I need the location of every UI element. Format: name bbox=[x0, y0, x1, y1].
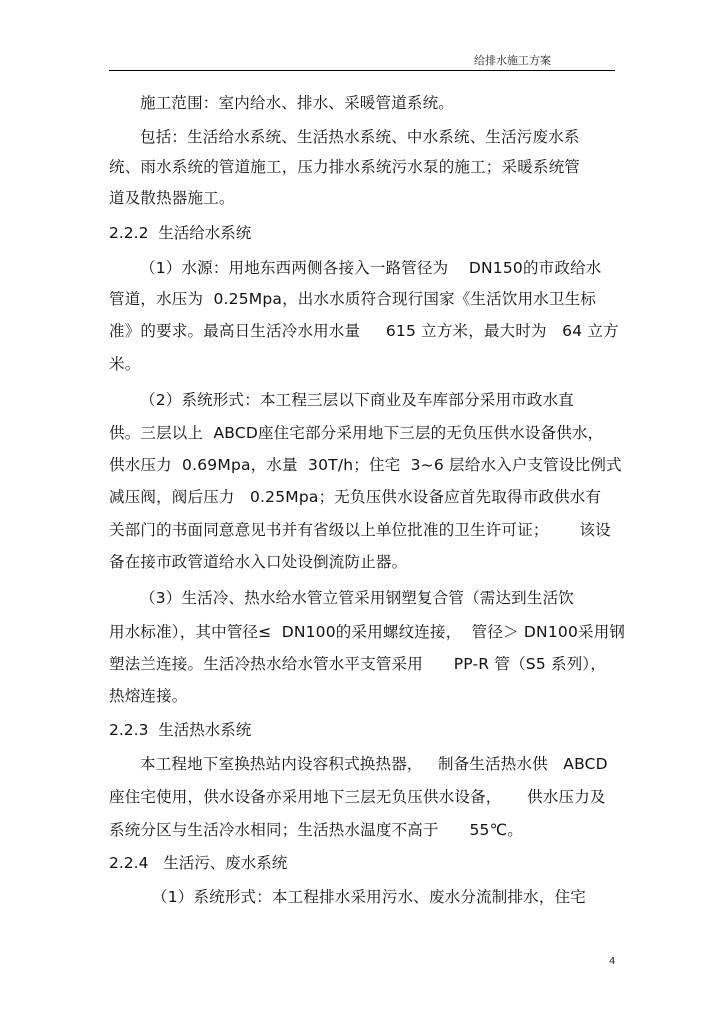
text-line: 座住宅使用，供水设备亦采用地下三层无负压供水设备， 供水压力及 bbox=[109, 788, 606, 806]
text-line: （1）水源：用地东西两侧各接入一路管径为 DN150的市政给水 bbox=[140, 259, 602, 277]
text-line: 道及散热器施工。 bbox=[109, 189, 235, 207]
text-line: 系统分区与生活冷水相同；生活热水温度不高于 55℃。 bbox=[109, 821, 523, 839]
text-line: 关部门的书面同意意见书并有省级以上单位批准的卫生许可证； 该设 bbox=[109, 521, 611, 539]
section-heading-2-2-4: 2.2.4 生活污、废水系统 bbox=[109, 854, 288, 872]
header-title: 给排水施工方案 bbox=[474, 54, 551, 67]
text-line: 供。三层以上 ABCD座住宅部分采用地下三层的无负压供水设备供水， bbox=[109, 424, 604, 442]
text-line: 塑法兰连接。生活冷热水给水管水平支管采用 PP-R 管（S5 系列）， bbox=[109, 655, 607, 673]
section-heading-2-2-3: 2.2.3 生活热水系统 bbox=[109, 721, 252, 739]
page-number: 4 bbox=[609, 956, 616, 967]
text-line: 热熔连接。 bbox=[109, 687, 188, 705]
text-line: 本工程地下室换热站内设容积式换热器， 制备生活热水供 ABCD bbox=[140, 755, 608, 773]
text-line: 管道，水压为 0.25Mpa，出水水质符合现行国家《生活饮用水卫生标 bbox=[109, 290, 597, 308]
text-line: 包括：生活给水系统、生活热水系统、中水系统、生活污废水系 bbox=[140, 128, 580, 146]
text-line: 备在接市政管道给水入口处设倒流防止器。 bbox=[109, 553, 408, 571]
text-line: 施工范围：室内给水、排水、采暖管道系统。 bbox=[140, 94, 455, 112]
header-rule bbox=[109, 70, 615, 71]
text-line: 统、雨水系统的管道施工，压力排水系统污水泵的施工；采暖系统管 bbox=[109, 158, 581, 176]
text-line: 准》的要求。最高日生活冷水用水量 615 立方米，最大时为 64 立方 bbox=[109, 322, 619, 340]
section-heading-2-2-2: 2.2.2 生活给水系统 bbox=[109, 224, 252, 242]
text-line: 供水压力 0.69Mpa，水量 30T/h；住宅 3~6 层给水入户支管设比例式 bbox=[109, 456, 622, 474]
text-line: （1）系统形式：本工程排水采用污水、废水分流制排水，住宅 bbox=[152, 888, 586, 906]
text-line: （2）系统形式：本工程三层以下商业及车库部分采用市政水直 bbox=[140, 391, 574, 409]
text-line: （3）生活冷、热水给水管立管采用钢塑复合管（需达到生活饮 bbox=[140, 589, 574, 607]
text-line: 用水标准），其中管径≤ DN100的采用螺纹连接， 管径＞ DN100采用钢 bbox=[109, 623, 626, 641]
text-line: 米。 bbox=[109, 355, 141, 373]
text-line: 减压阀，阀后压力 0.25Mpa；无负压供水设备应首先取得市政供水有 bbox=[109, 488, 602, 506]
